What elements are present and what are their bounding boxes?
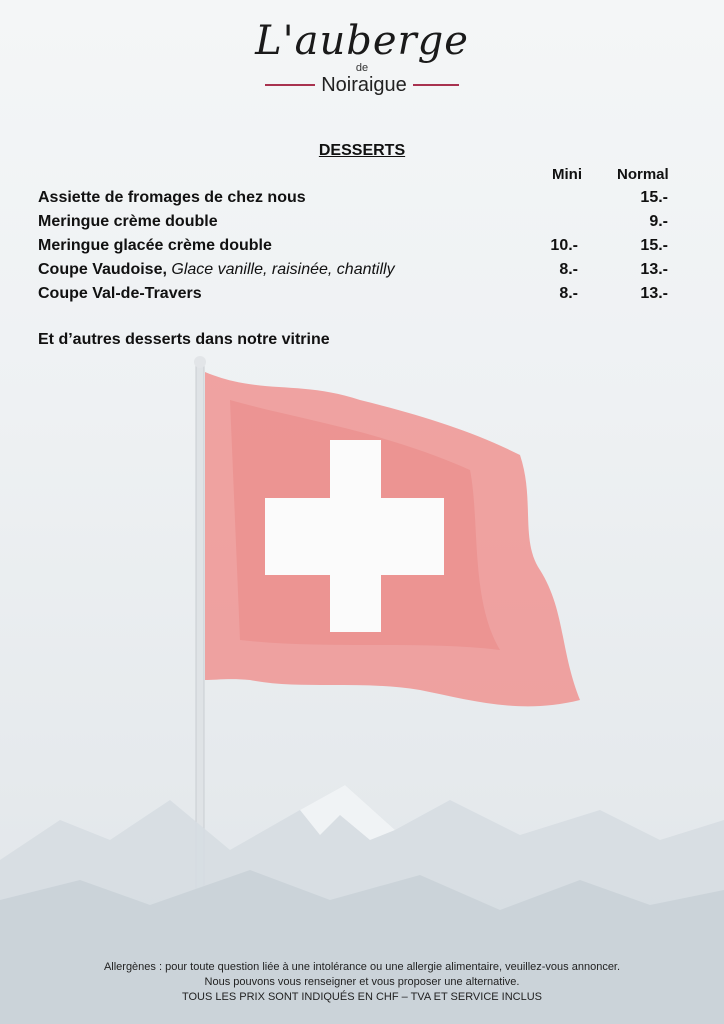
logo [0,18,724,96]
logo-divider-right [413,84,459,86]
menu-item [38,237,688,261]
column-header-normal: Normal [617,166,669,183]
extra-desserts-note: Et d’autres desserts dans notre vitrine [38,331,330,348]
menu-item-mini-price: 8.- [559,261,578,278]
menu-item-normal-price: 15.- [640,189,668,206]
logo-subtitle-row [0,74,724,96]
menu-item-name: Assiette de fromages de chez nous [38,189,306,206]
footer [0,960,724,1005]
menu-item [38,213,688,237]
menu-item [38,189,688,213]
menu-item-normal-price: 15.- [640,237,668,254]
price-notice: TOUS LES PRIX SONT INDIQUÉS EN CHF – TVA ET SERVICE INCLUS [181,991,543,1003]
logo-de-text: de [355,62,369,74]
menu-item-name: Coupe Val-de-Travers [38,285,202,302]
menu-item [38,285,688,309]
logo-main-text: L'auberge [255,18,469,64]
menu-item-name: Meringue crème double [38,213,218,230]
menu-item-description: Glace vanille, raisinée, chantilly [171,261,395,278]
menu-item-mini-price: 8.- [559,285,578,302]
menu-item-normal-price: 9.- [649,213,668,230]
menu-title: DESSERTS [318,142,406,159]
column-header-mini: Mini [552,166,582,183]
menu-item-normal-price: 13.- [640,285,668,302]
logo-divider-left [265,84,315,86]
menu-item-name: Coupe Vaudoise, Glace vanille, raisinée, chantilly [38,261,395,278]
menu-item-mini-price: 10.- [550,237,578,254]
menu-item-name: Meringue glacée crème double [38,237,272,254]
menu-item [38,261,688,285]
menu-item-normal-price: 13.- [640,261,668,278]
allergen-notice: Allergènes : pour toute question liée à une intolérance ou une allergie alimentaire, veuillez-vous annoncer. [103,961,621,973]
alternative-notice: Nous pouvons vous renseigner et vous proposer une alternative. [204,976,520,988]
logo-subtitle: Noiraigue [321,74,407,96]
